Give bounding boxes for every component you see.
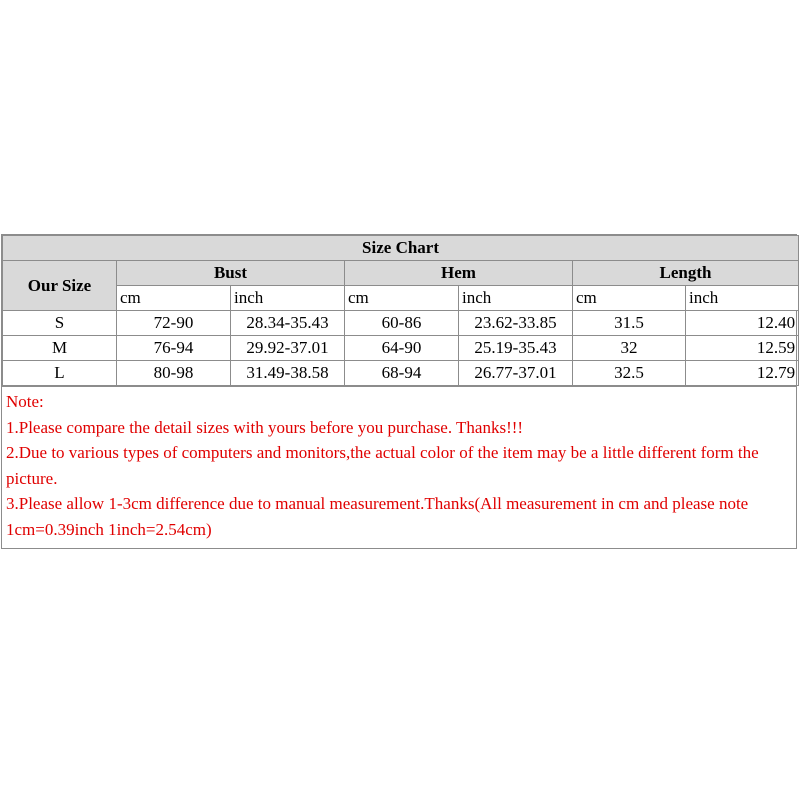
table-cell: 31.49-38.58 [231,361,345,386]
size-label: S [3,311,117,336]
table-cell: 25.19-35.43 [459,336,573,361]
group-header-length: Length [573,261,799,286]
unit-header: inch [231,286,345,311]
note-item: 3.Please allow 1-3cm difference due to manual measurement.Thanks(All measurement in cm and please note 1cm=0.39inch 1inch=2.54cm) [6,494,749,539]
size-column-header: Our Size [3,261,117,311]
table-cell: 68-94 [345,361,459,386]
table-cell: 26.77-37.01 [459,361,573,386]
size-chart-card [1,234,797,549]
unit-header: cm [117,286,231,311]
notes-heading: Note: [6,392,44,411]
table-cell: 28.34-35.43 [231,311,345,336]
table-cell: 60-86 [345,311,459,336]
unit-header: cm [345,286,459,311]
group-header-row [3,261,799,286]
table-cell: 76-94 [117,336,231,361]
unit-header-row [3,286,799,311]
note-item: 2.Due to various types of computers and monitors,the actual color of the item may be a little different form the picture. [6,443,759,488]
note-item: 1.Please compare the detail sizes with yours before you purchase. Thanks!!! [6,417,524,437]
size-label: L [3,361,117,386]
table-cell: 72-90 [117,311,231,336]
table-cell: 32 [573,336,686,361]
table-row [3,361,799,386]
unit-header: cm [573,286,686,311]
table-title: Size Chart [3,236,799,261]
unit-header: inch [686,286,799,311]
table-cell: 32.5 [573,361,686,386]
table-row [3,336,799,361]
table-cell: 23.62-33.85 [459,311,573,336]
title-row [3,236,799,261]
size-chart-table [2,235,799,386]
table-cell: 12.59 [686,336,799,361]
unit-header: inch [459,286,573,311]
table-row [3,311,799,336]
table-cell: 31.5 [573,311,686,336]
group-header-bust: Bust [117,261,345,286]
table-cell: 64-90 [345,336,459,361]
table-cell: 80-98 [117,361,231,386]
size-label: M [3,336,117,361]
table-cell: 12.40 [686,311,799,336]
table-cell: 29.92-37.01 [231,336,345,361]
group-header-hem: Hem [345,261,573,286]
table-cell: 12.79 [686,361,799,386]
notes-section [2,386,796,548]
